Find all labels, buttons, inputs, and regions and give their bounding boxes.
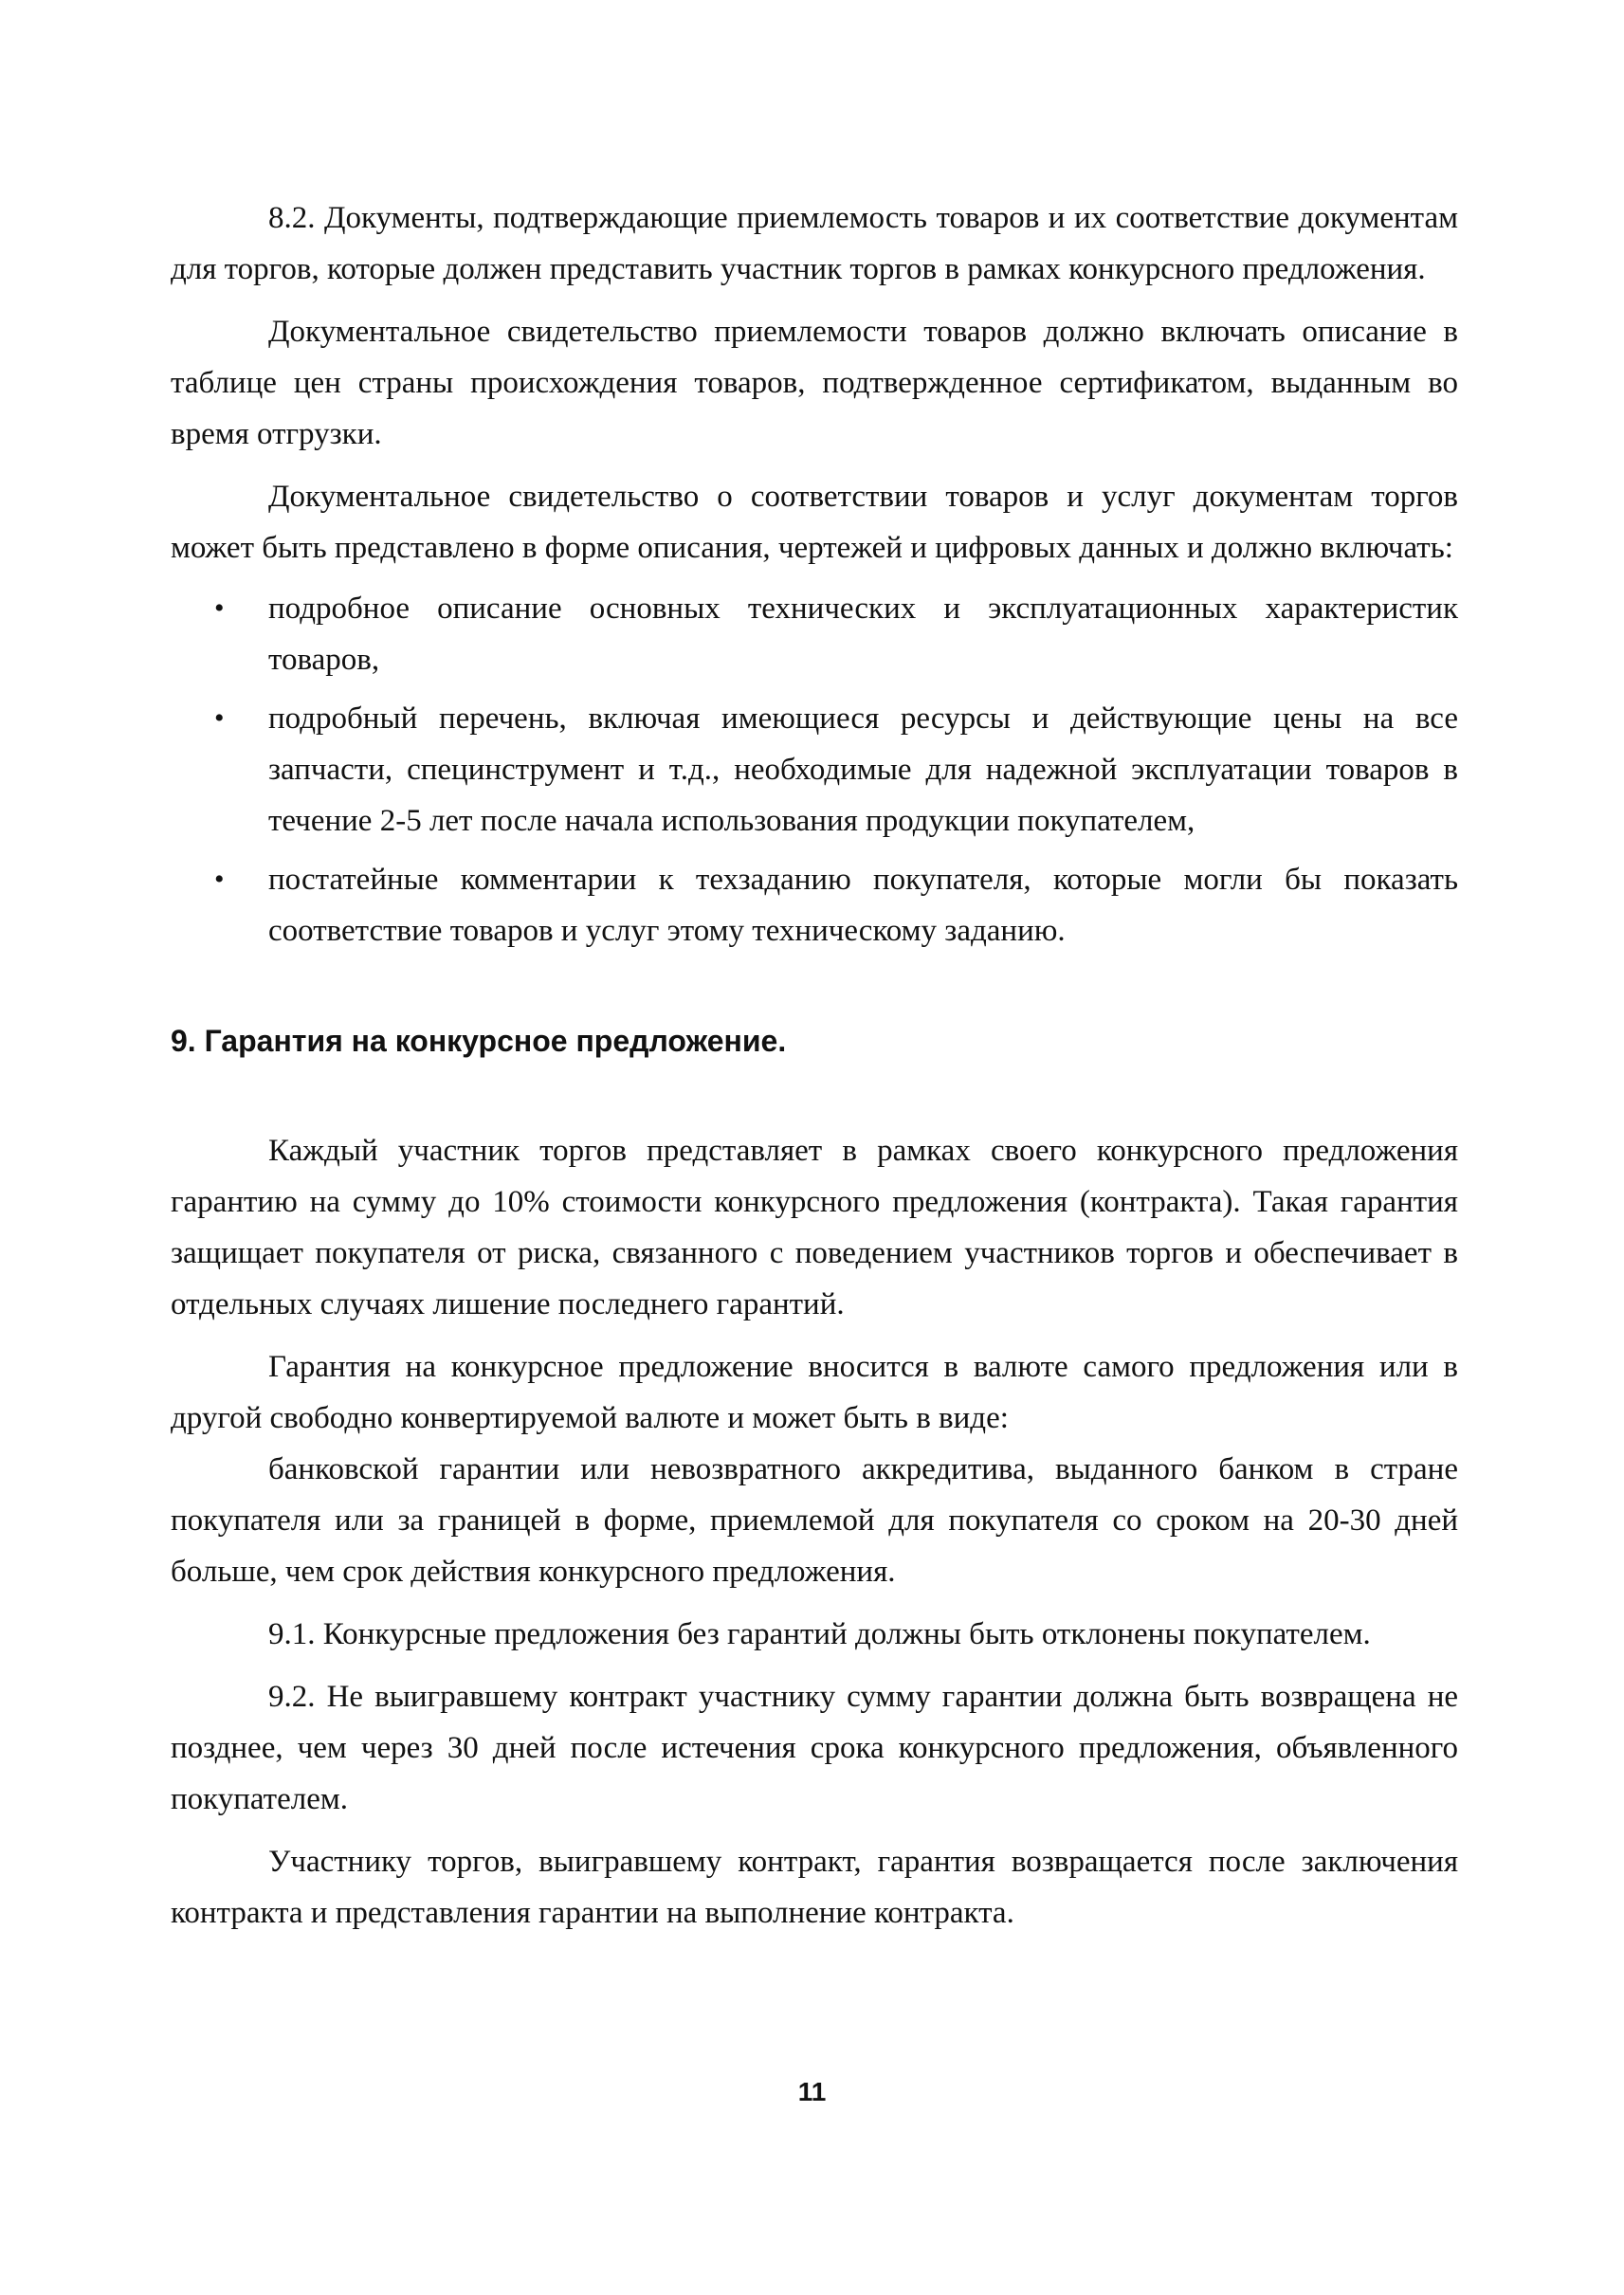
paragraph-guarantee-currency: Гарантия на конкурсное предложение вносится в валюте самого предложения или в другой свободно конвертируемой валюте и может быть в виде:	[171, 1350, 1458, 1435]
requirements-list	[171, 583, 1458, 956]
bullet-icon: •	[214, 864, 225, 895]
paragraph-guarantee-amount: Каждый участник торгов представляет в рамках своего конкурсного предложения гарантию на сумму до 10% стоимости конкурсного предложения (контракта). Такая гарантия защищает покупателя от риска, связанного с поведением участников торгов и обеспечивает в отдельных случаях лишение последнего гарантий.	[171, 1134, 1458, 1321]
paragraph-bank-guarantee: банковской гарантии или невозвратного аккредитива, выданного банком в стране покупателя или за границей в форме, приемлемой для покупателя со сроком на 20-30 дней больше, чем срок действия конкурсного предложения.	[171, 1452, 1458, 1589]
paragraph-9-1: 9.1. Конкурсные предложения без гарантий должны быть отклонены покупателем.	[268, 1617, 1371, 1651]
bullet-icon: •	[214, 702, 225, 734]
bullet-icon: •	[214, 592, 225, 624]
list-item-text: подробный перечень, включая имеющиеся ресурсы и действующие цены на все запчасти, специнструмент и т.д., необходимые для надежной эксплуатации товаров в течение 2-5 лет после начала использования продукции покупателем,	[268, 701, 1458, 838]
page-number: 11	[797, 2077, 827, 2106]
list-item	[171, 583, 1458, 685]
paragraph-acceptability-evidence: Документальное свидетельство приемлемости товаров должно включать описание в таблице цен страны происхождения товаров, подтвержденное сертификатом, выданным во время отгрузки.	[171, 315, 1458, 451]
list-item	[171, 693, 1458, 847]
paragraph-9-2: 9.2. Не выигравшему контракт участнику сумму гарантии должна быть возвращена не позднее, чем через 30 дней после истечения срока конкурсного предложения, объявленного покупателем.	[171, 1680, 1458, 1816]
list-item-text: подробное описание основных технических и эксплуатационных характеристик товаров,	[268, 592, 1458, 677]
list-item-text: постатейные комментарии к техзаданию покупателя, которые могли бы показать соответствие товаров и услуг этому техническому заданию.	[268, 863, 1458, 948]
section-heading: 9. Гарантия на конкурсное предложение.	[171, 1024, 787, 1058]
paragraph-winner-guarantee: Участнику торгов, выигравшему контракт, гарантия возвращается после заключения контракта и представления гарантии на выполнение контракта.	[171, 1845, 1458, 1930]
list-item	[171, 854, 1458, 956]
page-content	[171, 192, 1458, 1939]
paragraph-8-2: 8.2. Документы, подтверждающие приемлемость товаров и их соответствие документам для торгов, которые должен представить участник торгов в рамках конкурсного предложения.	[171, 201, 1458, 286]
paragraph-conformity-evidence: Документальное свидетельство о соответствии товаров и услуг документам торгов может быть представлено в форме описания, чертежей и цифровых данных и должно включать:	[171, 480, 1458, 565]
